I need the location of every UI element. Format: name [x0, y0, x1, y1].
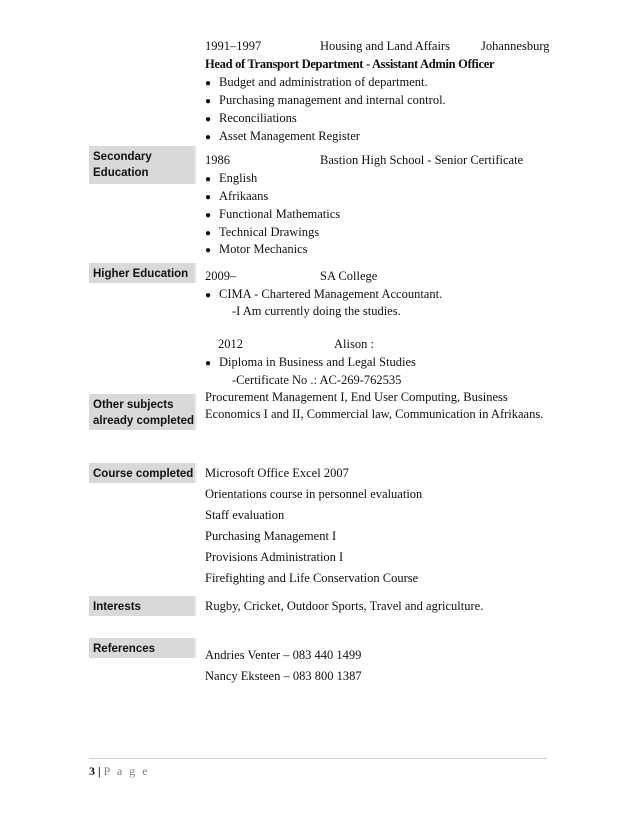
bullet-icon: ● — [205, 132, 212, 143]
job-duty-item: ● Reconciliations — [205, 110, 297, 128]
course-item: Orientations course in personnel evaluation — [205, 487, 423, 501]
bullet-icon: ● — [205, 96, 212, 107]
page-separator: | — [98, 764, 101, 778]
job-organization: Housing and Land Affairs — [320, 39, 450, 53]
higher-institution-2: Alison : — [334, 337, 374, 351]
course-item: Microsoft Office Excel 2007 — [205, 466, 349, 480]
secondary-year: 1986 — [205, 153, 230, 167]
course-item: Provisions Administration I — [205, 550, 344, 564]
section-label-secondary-education: Secondary Education — [89, 146, 197, 184]
course-item: Purchasing Management I — [205, 529, 337, 543]
higher-institution: SA College — [320, 269, 378, 283]
bullet-icon: ● — [205, 114, 212, 125]
interests-text: Rugby, Cricket, Outdoor Sports, Travel and agriculture. — [205, 599, 484, 613]
subject-item: ● Functional Mathematics — [205, 206, 340, 224]
section-label-interests: Interests — [89, 596, 197, 616]
job-duty-item: ● Budget and administration of department. — [205, 74, 428, 92]
job-duty-item: ● Asset Management Register — [205, 128, 360, 146]
page-number: 3 — [89, 764, 95, 778]
reference-item: Nancy Eksteen – 083 800 1387 — [205, 669, 362, 683]
subject-item: ● English — [205, 170, 257, 188]
higher-certificate-note: -Certificate No .: AC-269-762535 — [232, 373, 402, 387]
bullet-icon: ● — [205, 245, 212, 256]
course-item: Staff evaluation — [205, 508, 285, 522]
bullet-icon: ● — [205, 358, 212, 369]
job-duty-item: ● Purchasing management and internal control. — [205, 92, 446, 110]
higher-course-item: ● Diploma in Business and Legal Studies — [205, 354, 416, 372]
section-label-higher-education: Higher Education — [89, 263, 197, 283]
higher-course-note: -I Am currently doing the studies. — [232, 304, 401, 318]
job-years: 1991–1997 — [205, 39, 262, 53]
bullet-icon: ● — [205, 192, 212, 203]
subject-item: ● Motor Mechanics — [205, 241, 308, 259]
job-title: Head of Transport Department - Assistant Admin Officer — [205, 57, 495, 71]
subject-item: ● Technical Drawings — [205, 224, 319, 242]
reference-item: Andries Venter – 083 440 1499 — [205, 648, 362, 662]
section-label-references: References — [89, 638, 197, 658]
subject-item: ● Afrikaans — [205, 188, 268, 206]
higher-course-item: ● CIMA - Chartered Management Accountant. — [205, 286, 442, 304]
page-footer — [89, 763, 150, 779]
bullet-icon: ● — [205, 210, 212, 221]
page-word: P a g e — [103, 764, 150, 778]
section-label-course-completed: Course completed — [89, 463, 197, 483]
section-label-other-subjects: Other subjects already completed — [89, 394, 197, 430]
footer-rule — [89, 758, 547, 759]
course-item: Firefighting and Life Conservation Course — [205, 571, 419, 585]
job-city: Johannesburg — [481, 39, 550, 53]
bullet-icon: ● — [205, 174, 212, 185]
bullet-icon: ● — [205, 290, 212, 301]
higher-year: 2009– — [205, 269, 237, 283]
secondary-school: Bastion High School - Senior Certificate — [320, 153, 524, 167]
higher-year-2: 2012 — [218, 337, 243, 351]
bullet-icon: ● — [205, 228, 212, 239]
bullet-icon: ● — [205, 78, 212, 89]
other-subjects-text: Procurement Management I, End User Computing, Business Economics I and II, Commercial law, Communication in Afrikaans. — [205, 390, 544, 421]
